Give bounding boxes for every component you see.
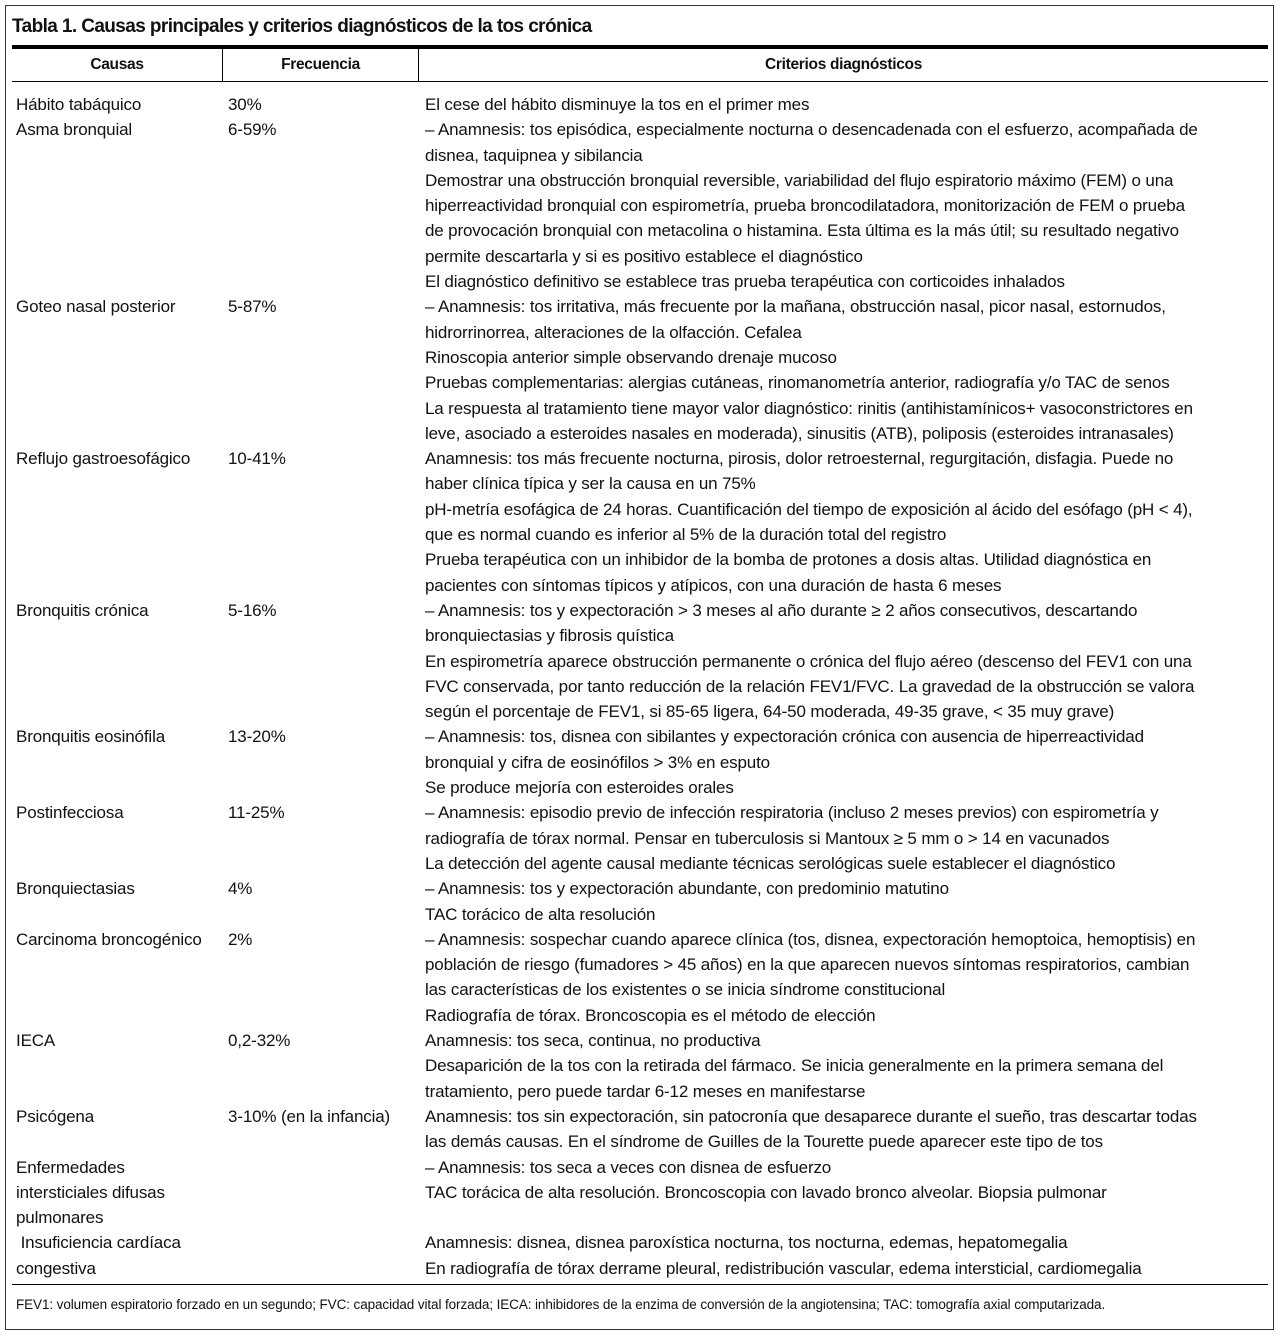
criterios-cell-line: Demostrar una obstrucción bronquial reversible, variabilidad del flujo espiratorio máximo (FEM) o una [425, 170, 1174, 190]
criterios-cell [425, 724, 1144, 800]
causa-cell [16, 1230, 181, 1281]
causa-cell-line: Bronquiectasias [16, 879, 135, 899]
criterios-cell-line: tratamiento, pero puede tardar 6-12 meses en manifestarse [425, 1081, 866, 1101]
frecuencia-cell [228, 800, 284, 825]
criterios-cell-line: Radiografía de tórax. Broncoscopia es el método de elección [425, 1005, 876, 1025]
table-row [0, 1155, 1281, 1231]
causa-cell-line: Asma bronquial [16, 120, 133, 140]
criterios-cell-line: TAC torácica de alta resolución. Broncoscopia con lavado bronco alveolar. Biopsia pulmonar [425, 1182, 1107, 1202]
causa-cell [16, 1028, 55, 1053]
criterios-cell-line: En espirometría aparece obstrucción permanente o crónica del flujo aéreo (descenso del FEV1 con una [425, 651, 1192, 671]
causa-cell [16, 598, 148, 623]
frecuencia-cell-line: 30% [228, 95, 262, 114]
table-row [0, 598, 1281, 725]
table-row [0, 117, 1281, 294]
criterios-cell [425, 927, 1195, 1028]
criterios-cell [425, 1028, 1163, 1104]
table-row [0, 724, 1281, 800]
table-row [0, 800, 1281, 876]
criterios-cell-line: – Anamnesis: episodio previo de infección respiratoria (incluso 2 meses previos) con espirometría y [425, 803, 1159, 823]
criterios-cell [425, 876, 949, 927]
criterios-cell-line: En radiografía de tórax derrame pleural, redistribución vascular, edema intersticial, cardiomegalia [425, 1258, 1142, 1278]
criterios-cell-line: Pruebas complementarias: alergias cutáneas, rinomanometría anterior, radiografía y/o TAC de senos [425, 373, 1170, 393]
criterios-cell-line: – Anamnesis: tos y expectoración abundante, con predominio matutino [425, 879, 949, 899]
criterios-cell-line: – Anamnesis: tos seca a veces con disnea de esfuerzo [425, 1157, 832, 1177]
criterios-cell [425, 117, 1198, 294]
criterios-cell-line: – Anamnesis: sospechar cuando aparece clínica (tos, disnea, expectoración hemoptoica, hemoptisis) en [425, 929, 1196, 949]
causa-cell [16, 117, 132, 142]
table-row [0, 1028, 1281, 1104]
causa-cell-line: Enfermedades [16, 1157, 125, 1177]
criterios-cell-line: pacientes con síntomas típicos y atípicos, con una duración de hasta 6 meses [425, 575, 1002, 595]
causa-cell-line: congestiva [16, 1258, 96, 1278]
header-frecuencia: Frecuencia [281, 56, 360, 73]
causa-cell [16, 876, 135, 901]
table-row [0, 1104, 1281, 1155]
frecuencia-cell-line: 5-16% [228, 600, 277, 620]
criterios-cell-line: Se produce mejoría con esteroides orales [425, 778, 734, 798]
causa-cell [16, 1155, 165, 1231]
frecuencia-cell [228, 117, 276, 142]
frecuencia-cell [228, 294, 276, 319]
frecuencia-cell-line: 0,2-32% [228, 1031, 291, 1051]
causa-cell-line: Reflujo gastroesofágico [16, 449, 191, 469]
criterios-cell-line: que es normal cuando es inferior al 5% de la duración total del registro [425, 525, 947, 545]
bottom-rule [12, 1284, 1268, 1285]
table-row [0, 446, 1281, 598]
causa-cell-line: IECA [16, 1031, 56, 1051]
causa-cell [16, 927, 202, 952]
causa-cell-line: pulmonares [16, 1208, 104, 1228]
criterios-cell-line: Anamnesis: disnea, disnea paroxística nocturna, tos nocturna, edemas, hepatomegalia [425, 1233, 1068, 1253]
header-criterios: Criterios diagnósticos [764, 56, 923, 73]
table-header [12, 49, 1268, 82]
causa-cell-line: Carcinoma broncogénico [16, 929, 202, 949]
criterios-cell-line: – Anamnesis: tos irritativa, más frecuente por la mañana, obstrucción nasal, picor nasal, estornudos, [425, 297, 1166, 317]
criterios-cell [425, 1230, 1142, 1281]
causa-cell-line: intersticiales difusas [16, 1182, 165, 1202]
causa-cell [16, 294, 175, 319]
criterios-cell [425, 1104, 1197, 1155]
criterios-cell-line: La detección del agente causal mediante técnicas serológicas suele establecer el diagnóstico [425, 853, 1116, 873]
criterios-cell-line: – Anamnesis: tos y expectoración > 3 meses al año durante ≥ 2 años consecutivos, descartando [425, 600, 1138, 620]
criterios-cell-line: La respuesta al tratamiento tiene mayor valor diagnóstico: rinitis (antihistamínicos+ vasoconstrictores en [425, 398, 1193, 418]
criterios-cell-line: Desaparición de la tos con la retirada del fármaco. Se inicia generalmente en la primera semana del [425, 1056, 1164, 1076]
frecuencia-cell-line: 2% [228, 929, 253, 949]
criterios-cell-line: bronquial y cifra de eosinófilos > 3% en esputo [425, 752, 770, 772]
frecuencia-cell [228, 92, 262, 117]
frecuencia-cell [228, 446, 286, 471]
criterios-cell-line: Anamnesis: tos sin expectoración, sin patocronía que desaparece durante el sueño, tras descartar todas [425, 1106, 1197, 1126]
frecuencia-cell-line: 5-87% [228, 297, 277, 317]
causa-cell-line: Bronquitis crónica [16, 600, 149, 620]
frecuencia-cell-line: 4% [228, 879, 253, 899]
footnote: FEV1: volumen espiratorio forzado en un segundo; FVC: capacidad vital forzada; IECA: inhibidores de la enzima de conversión de la angiotensina; TAC: tomografía axial computarizada. [16, 1297, 1106, 1312]
criterios-cell-line: El diagnóstico definitivo se establece tras prueba terapéutica con corticoides inhalados [425, 272, 1065, 292]
criterios-cell-line: Anamnesis: tos seca, continua, no productiva [425, 1031, 761, 1051]
frecuencia-cell-line: 13-20% [228, 727, 286, 747]
causa-cell-line: Insuficiencia cardíaca [16, 1233, 181, 1253]
criterios-cell [425, 598, 1194, 724]
criterios-cell-line: disnea, taquipnea y sibilancia [425, 145, 643, 165]
frecuencia-cell [228, 876, 252, 901]
criterios-cell-line: población de riesgo (fumadores > 45 años) en la que aparecen nuevos síntomas respiratorios, cambian [425, 955, 1190, 975]
causa-cell [16, 92, 141, 117]
criterios-cell [425, 92, 809, 117]
causa-cell-line: Postinfecciosa [16, 803, 124, 823]
header-causas: Causas [90, 56, 144, 73]
frecuencia-cell-line: 3-10% (en la infancia) [228, 1106, 391, 1126]
criterios-cell-line: Rinoscopia anterior simple observando drenaje mucoso [425, 347, 837, 367]
table-row [0, 876, 1281, 927]
frecuencia-cell-line: 11-25% [228, 803, 285, 823]
criterios-cell-line: hiperreactividad bronquial con espirometría, prueba broncodilatadora, monitorización de FEM o prueba [425, 196, 1185, 216]
criterios-cell-line: las demás causas. En el síndrome de Guilles de la Tourette puede aparecer este tipo de tos [425, 1132, 1103, 1152]
criterios-cell [425, 1155, 1107, 1206]
frecuencia-cell [228, 1104, 390, 1129]
criterios-cell-line: – Anamnesis: tos, disnea con sibilantes y expectoración crónica con ausencia de hiperreactividad [425, 727, 1144, 747]
criterios-cell-line: permite descartarla y si es positivo establece el diagnóstico [425, 246, 863, 266]
criterios-cell [425, 800, 1159, 876]
causa-cell [16, 1104, 94, 1129]
causa-cell [16, 446, 190, 471]
causa-cell-line: Bronquitis eosinófila [16, 727, 165, 747]
criterios-cell-line: las características de los existentes o se inicia síndrome constitucional [425, 980, 946, 1000]
criterios-cell-line: Prueba terapéutica con un inhibidor de la bomba de protones a dosis altas. Utilidad diagnóstica en [425, 550, 1152, 570]
frecuencia-cell-line: 6-59% [228, 120, 277, 140]
criterios-cell-line: Anamnesis: tos más frecuente nocturna, pirosis, dolor retroesternal, regurgitación, disfagia. Puede no [425, 449, 1174, 469]
criterios-cell [425, 446, 1192, 598]
criterios-cell [425, 294, 1193, 446]
criterios-cell-line: haber clínica típica y ser la causa en un 75% [425, 474, 756, 494]
frecuencia-cell [228, 724, 286, 749]
table-body [0, 92, 1281, 1281]
criterios-cell-line: El cese del hábito disminuye la tos en el primer mes [425, 95, 810, 114]
frecuencia-cell-line: 10-41% [228, 449, 286, 469]
table-row [0, 294, 1281, 446]
causa-cell-line: Hábito tabáquico [16, 95, 142, 114]
table-row [0, 1230, 1281, 1281]
criterios-cell-line: según el porcentaje de FEV1, si 85-65 ligera, 64-50 moderada, 49-35 grave, < 35 muy grave) [425, 702, 1115, 722]
criterios-cell-line: FVC conservada, por tanto reducción de la relación FEV1/FVC. La gravedad de la obstrucción se valora [425, 676, 1195, 696]
frecuencia-cell [228, 1028, 290, 1053]
criterios-cell-line: leve, asociado a esteroides nasales en moderada), sinusitis (ATB), poliposis (esteroides intranasales) [425, 423, 1174, 443]
causa-cell-line: Psicógena [16, 1106, 95, 1126]
causa-cell [16, 724, 165, 749]
criterios-cell-line: – Anamnesis: tos episódica, especialmente nocturna o desencadenada con el esfuerzo, acompañada de [425, 120, 1198, 140]
frecuencia-cell [228, 598, 276, 623]
table-row [0, 92, 1281, 117]
criterios-cell-line: bronquiectasias y fibrosis quística [425, 626, 674, 646]
causa-cell [16, 800, 124, 825]
table-title: Tabla 1. Causas principales y criterios diagnósticos de la tos crónica [12, 16, 592, 37]
frecuencia-cell [228, 927, 252, 952]
criterios-cell-line: hidrorrinorrea, alteraciones de la olfacción. Cefalea [425, 322, 802, 342]
table-row [0, 927, 1281, 1028]
criterios-cell-line: TAC torácico de alta resolución [425, 904, 656, 924]
criterios-cell-line: pH-metría esofágica de 24 horas. Cuantificación del tiempo de exposición al ácido del esófago (pH < 4), [425, 499, 1193, 519]
criterios-cell-line: de provocación bronquial con metacolina o histamina. Esta última es la más útil; su resultado negativo [425, 221, 1179, 241]
causa-cell-line: Goteo nasal posterior [16, 297, 176, 317]
criterios-cell-line: radiografía de tórax normal. Pensar en tuberculosis si Mantoux ≥ 5 mm o > 14 en vacunados [425, 828, 1110, 848]
